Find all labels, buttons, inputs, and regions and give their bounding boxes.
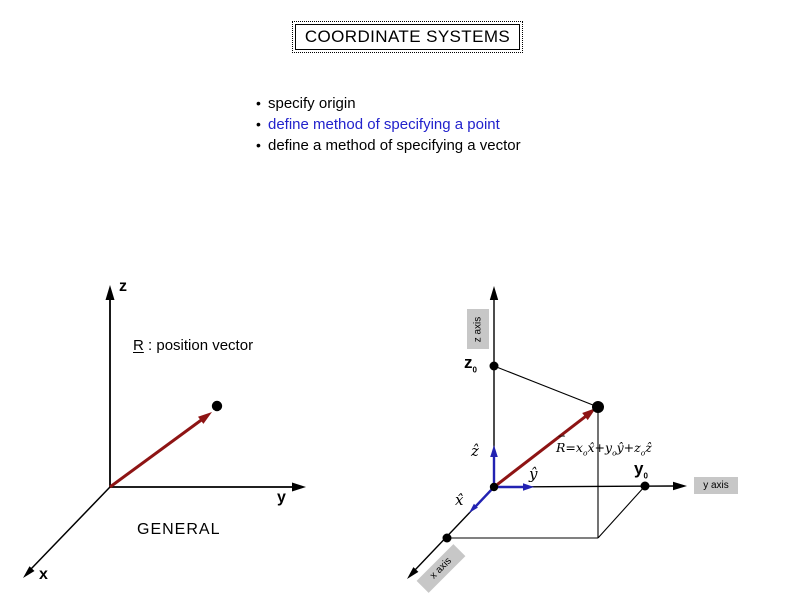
bullet-item: [256, 137, 521, 158]
left-y-axis-arrowhead-icon: [292, 483, 306, 492]
unit-vector-y-label: ŷ: [529, 465, 538, 483]
z0-point-label: [464, 353, 477, 374]
bullet-icon: •: [256, 137, 261, 153]
bullet-text: define a method of specifying a vector: [268, 137, 521, 154]
y0-subscript: 0: [643, 471, 648, 481]
bullet-text: specify origin: [268, 95, 356, 112]
unit-vector-z-label: ẑ: [471, 442, 479, 460]
right-z-axis-arrowhead-icon: [490, 286, 498, 300]
y0-point-label: [634, 459, 648, 480]
left-x-axis-label: x: [39, 566, 48, 583]
bullet-text: define method of specifying a point: [268, 116, 500, 133]
left-z-axis-arrowhead-icon: [106, 285, 115, 300]
point-dot: [592, 401, 604, 413]
unit-vector-x-label: x̂: [455, 491, 464, 509]
y-axis-badge-label: y axis: [703, 480, 729, 491]
unit-vector-y-arrowhead-icon: [523, 483, 534, 491]
left-z-axis-label: z: [119, 278, 127, 295]
y0-dot: [641, 482, 650, 491]
right-y-axis-arrowhead-icon: [673, 482, 687, 490]
projection-line-z0-to-point: [494, 366, 598, 407]
unit-vector-z-arrowhead-icon: [490, 445, 498, 457]
z0-base: z: [464, 353, 473, 372]
z0-subscript: 0: [472, 365, 477, 375]
left-position-vector-line: [110, 420, 202, 488]
left-y-axis-label: y: [277, 489, 286, 506]
bullet-icon: •: [256, 116, 261, 132]
left-x-axis-line: [31, 487, 110, 569]
equation-equals: =: [565, 440, 576, 455]
r-caption-text: : position vector: [143, 337, 254, 354]
bullet-list: [256, 95, 521, 158]
y0-base: y: [634, 459, 644, 478]
right-diagram-shapes: [407, 286, 687, 579]
bullet-icon: •: [256, 95, 261, 111]
bullet-item: [256, 116, 521, 137]
vector-arrow-icon: ⇀: [558, 432, 566, 442]
projection-line-floor-to-y0: [598, 486, 645, 538]
bullet-item: [256, 95, 521, 116]
z-axis-badge: [467, 309, 489, 349]
y-axis-badge: [694, 477, 738, 494]
r-vector-symbol: [556, 432, 566, 455]
origin-dot: [490, 483, 498, 491]
position-vector-caption: [133, 337, 253, 354]
z0-dot: [490, 362, 499, 371]
equation-term-x: x: [575, 440, 583, 455]
equation-term-z: z: [634, 440, 641, 455]
page-title: COORDINATE SYSTEMS: [295, 24, 520, 50]
x-axis-badge-label: x axis: [428, 555, 454, 582]
r-symbol: R: [133, 337, 144, 354]
general-caption: GENERAL: [137, 521, 221, 538]
equation-r: R: [556, 440, 566, 455]
equation-term-y: y: [605, 440, 613, 455]
z-axis-badge-label: z axis: [472, 316, 484, 342]
x0-dot: [443, 534, 452, 543]
position-vector-equation: ⇀ $R=x_ox̂+y_oŷ+z_oẑ$: [556, 432, 652, 458]
left-point-dot: [212, 401, 222, 411]
title-box: [292, 21, 523, 53]
